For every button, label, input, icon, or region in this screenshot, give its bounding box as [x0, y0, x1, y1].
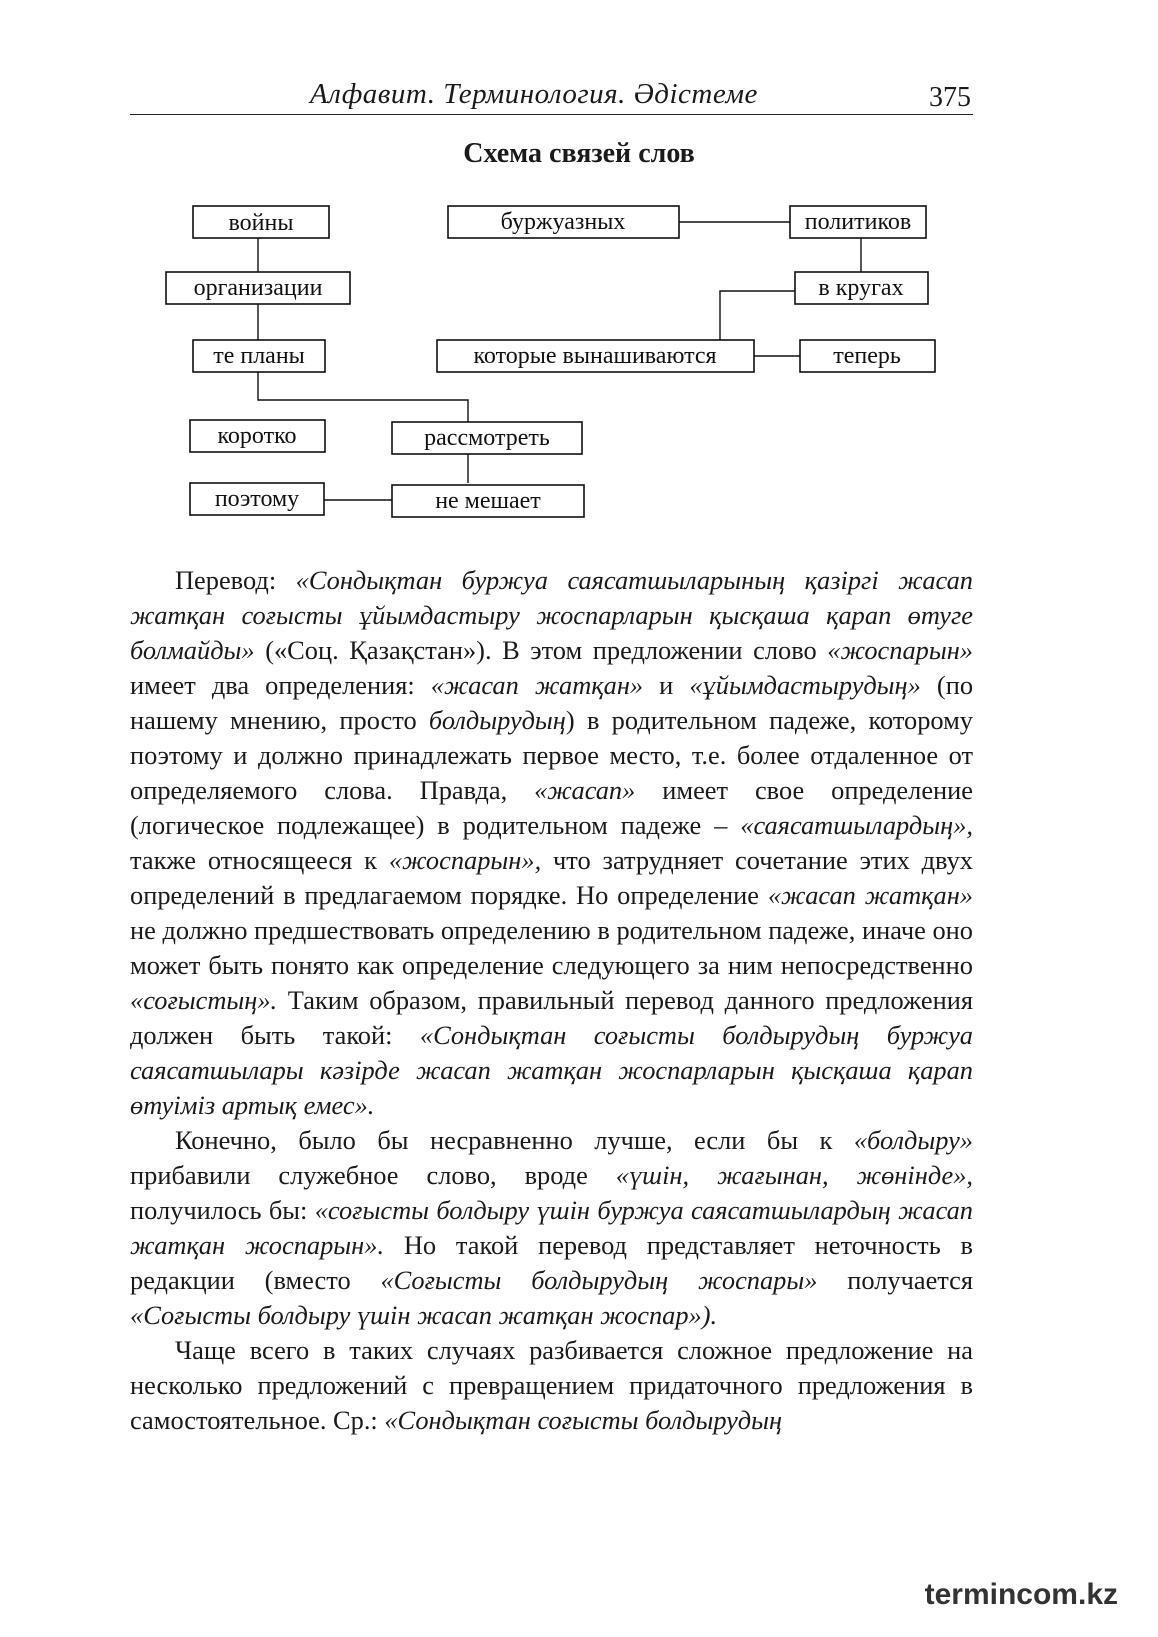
- italic-run: «ұйымдастырудың»: [689, 670, 921, 700]
- node-te-plany: [193, 340, 325, 372]
- svg-text:теперь: теперь: [833, 343, 901, 369]
- italic-run: «жасап жатқан»: [767, 880, 973, 910]
- svg-text:которые вынашиваются: которые вынашиваются: [473, 343, 717, 369]
- svg-text:поэтому: поэтому: [214, 486, 300, 512]
- svg-text:те планы: те планы: [213, 343, 305, 369]
- svg-text:буржуазных: буржуазных: [500, 209, 626, 235]
- svg-text:войны: войны: [228, 210, 294, 236]
- paragraph-3: [130, 1333, 973, 1438]
- italic-run: «үшін, жағынан, жөнінде»,: [615, 1160, 974, 1190]
- text-run: получается: [817, 1265, 973, 1295]
- node-korotko: [190, 420, 325, 452]
- node-kotorye-vynashivayutsya: [437, 340, 754, 372]
- node-voiny: [193, 206, 329, 238]
- text-run: и: [643, 670, 690, 700]
- node-teper: [800, 340, 935, 372]
- italic-run: «жоспарын»,: [388, 845, 542, 875]
- text-run: Таким образом, правильный перевод данного предложения должен быть такой:: [130, 985, 973, 1050]
- node-politikov: [790, 206, 926, 238]
- body-text: [130, 563, 973, 1438]
- text-run: получилось бы:: [130, 1195, 315, 1225]
- italic-run: «Сондықтан соғысты болдырудың: [384, 1405, 783, 1435]
- text-run: также относящееся к: [130, 845, 389, 875]
- text-run: имеет свое определение (логическое подлежащее) в родительном падеже –: [130, 775, 973, 840]
- text-run: ) в родительном падеже, которому поэтому и должно принадлежать первое место, т.е. более отдаленное от определяемого слова. Правда,: [130, 705, 973, 805]
- word-link-diagram: [0, 0, 1158, 520]
- node-v-krugakh: [795, 272, 928, 304]
- italic-run: «жоспарын»: [827, 635, 973, 665]
- page-number: 375: [929, 82, 971, 113]
- italic-run: «соғыстың».: [130, 985, 278, 1015]
- node-rassmotret: [392, 422, 582, 454]
- italic-run: «саясатшылардың»,: [740, 810, 973, 840]
- italic-run: «Соғысты болдыру үшін жасап жатқан жоспар»).: [130, 1300, 718, 1330]
- text-run: имеет два определения:: [130, 670, 431, 700]
- italic-run: «соғысты болдыру үшін буржуа саясатшылардың жасап жатқан жоспарын».: [130, 1195, 973, 1260]
- svg-text:не мешает: не мешает: [435, 488, 541, 514]
- svg-text:рассмотреть: рассмотреть: [424, 425, 550, 451]
- paragraph-1: [130, 563, 973, 1123]
- text-run: не должно предшествовать определению в родительном падеже, иначе оно может быть понято как определение следующего за ним непосредственно: [130, 915, 973, 980]
- node-ne-meshaet: [392, 485, 584, 517]
- edge-v-krugakh-kotorye: [720, 291, 795, 340]
- paragraph-2: [130, 1123, 973, 1333]
- diagram-title: Схема связей слов: [463, 138, 695, 169]
- text-run: Но такой перевод представляет неточность в редакции (вместо: [130, 1230, 974, 1295]
- node-poetomu: [190, 483, 324, 515]
- text-run: что затрудняет сочетание этих двух определений в предлагаемом порядке. Но определение: [130, 845, 973, 910]
- edge-te-plany-rassmotret: [258, 372, 468, 422]
- italic-run: «болдыру»: [853, 1125, 973, 1155]
- svg-text:организации: организации: [193, 275, 323, 301]
- italic-run: «Соғысты болдырудың жоспары»: [380, 1265, 818, 1295]
- italic-run: болдырудың: [428, 705, 566, 735]
- italic-run: «жасап жатқан»: [430, 670, 644, 700]
- site-watermark: termincom.kz: [924, 1578, 1118, 1611]
- italic-run: «жасап»: [534, 775, 636, 805]
- node-organizatsii: [166, 272, 350, 304]
- text-run: (по нашему мнению, просто: [130, 670, 974, 735]
- italic-run: «Сондықтан соғысты болдырудың буржуа саясатшылары кәзірде жасап жатқан жоспарларын қысқаша қарап өтуіміз артық емес».: [130, 1020, 973, 1120]
- running-title: Алфавит. Терминология. Әдістеме: [310, 78, 758, 110]
- italic-run: «Сондықтан буржуа саясатшыларының қазіргі жасап жатқан соғысты ұйымдастыру жоспарларын қысқаша қарап өтуге болмайды»: [130, 565, 973, 665]
- text-run: Конечно, было бы несравненно лучше, если бы к: [175, 1125, 854, 1155]
- text-run: («Соц. Қазақстан»). В этом предложении слово: [254, 635, 828, 665]
- text-run: Чаще всего в таких случаях разбивается сложное предложение на несколько предложений с превращением придаточного предложения в самостоятельное. Ср.:: [130, 1335, 973, 1435]
- svg-text:в кругах: в кругах: [818, 275, 904, 301]
- text-run: Перевод:: [175, 565, 296, 595]
- svg-text:коротко: коротко: [217, 423, 297, 449]
- text-run: прибавили служебное слово, вроде: [130, 1160, 616, 1190]
- svg-text:политиков: политиков: [804, 209, 912, 235]
- node-burzhuaznykh: [448, 206, 679, 238]
